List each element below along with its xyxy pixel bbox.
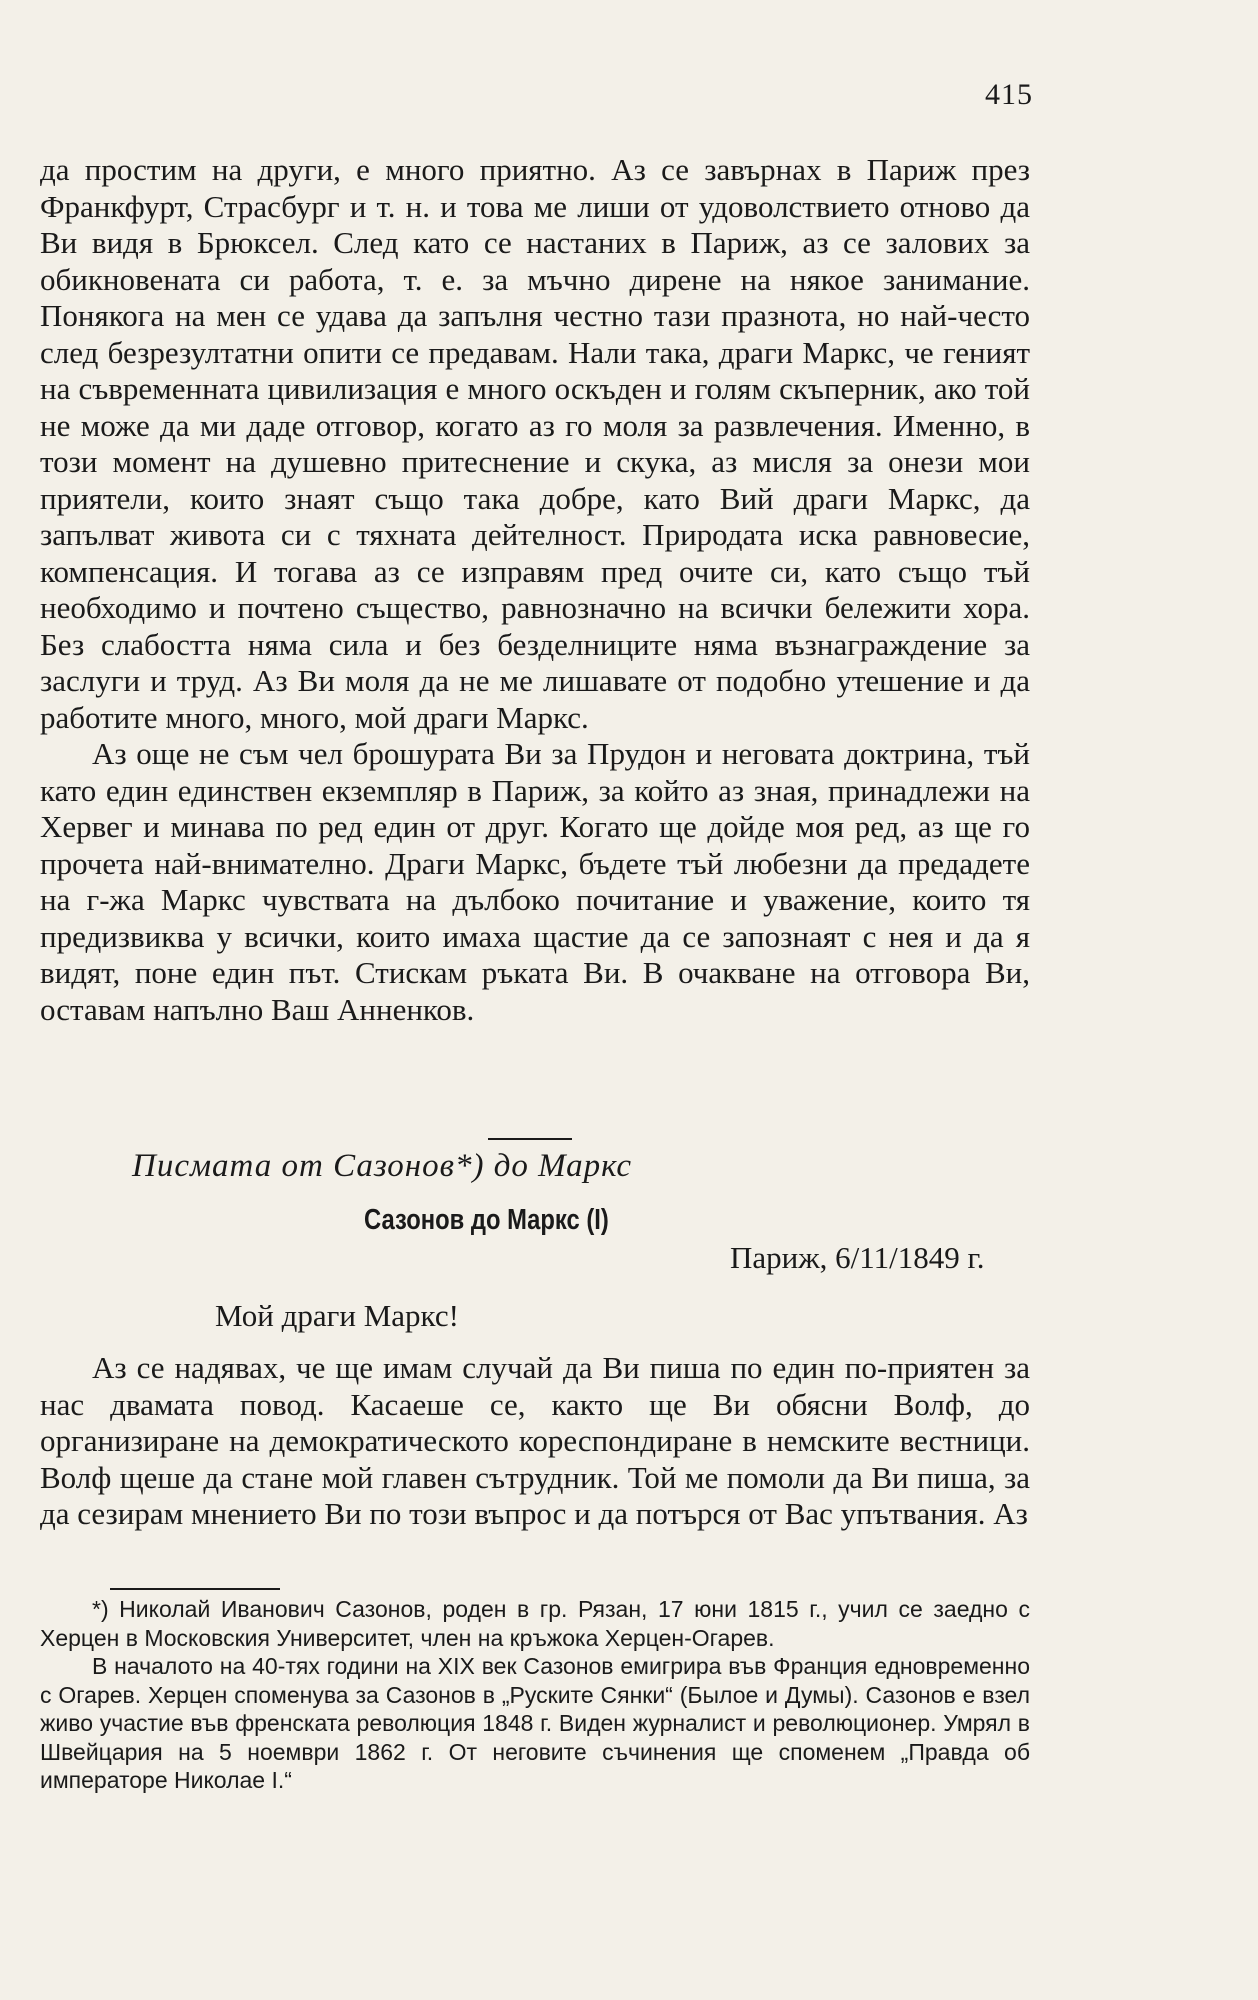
page-number: 415 [985,78,1033,111]
paragraph: да простим на други, е много приятно. Аз се завърнах в Париж през Франкфурт, Страсбург и т. н. и това ме лиши от удоволствието отново да Ви видя в Брюксел. След като се настаних в Париж, аз се залових за обикновената си работа, т. е. за мъчно дирене на някое занимание. Понякога на мен се удава да запълня честно тази празнота, но най-често след безрезултатни опити се предавам. Нали така, драги Маркс, че геният на съвременната цивилизация е много оскъден и голям скъперник, ако той не може да ми даде отговор, когато аз го моля за развлечения. Именно, в този момент на душевно притеснение и скука, аз мисля за онези мои приятели, които знаят също така добре, като Вий драги Маркс, да запълват живота си с тяхната дейтелност. Природата иска равновесие, компенсация. И тогава аз се изправям пред очите си, като също тъй необходимо и почтено същество, равнозначно на всички бележити хора. Без слабостта няма сила и без безделниците няма възнаграждение за заслуги и труд. Аз Ви моля да не ме лишавате от подобно утешение и да работите много, много, мой драги Маркс. [40,152,1030,735]
section-divider [488,1138,572,1140]
paragraph: Аз още не съм чел брошурата Ви за Прудон и неговата доктрина, тъй като един единствен екземпляр в Париж, за който аз зная, принадлежи на Хервег и минава по ред един от друг. Когато ще дойде моя ред, аз ще го прочета най-внимателно. Драги Маркс, бъдете тъй любезни да предадете на г-жа Маркс чувствата на дълбоко почитание и уважение, които тя предизвиква у всички, които имаха щастие да се запознаят с нея и да я видят, поне един път. Стискам ръката Ви. В очакване на отговора Ви, оставам напълно Ваш Анненков. [40,736,1030,1027]
letter-heading: Сазонов до Маркс (I) [364,1204,609,1236]
section-title: Писмата от Сазонов*) до Маркс [132,1148,633,1184]
letter-body [40,1350,1030,1533]
footnote: *) Николай Иванович Сазонов, роден в гр. Рязан, 17 юни 1815 г., учил се заедно с Херцен в Московския Университет, член на кръжока Херцен-Огарев. [40,1596,1030,1651]
paragraph: Аз се надявах, че ще имам случай да Ви пиша по един по-приятен за нас двамата повод. Касаеше се, както ще Ви обясни Волф, до организиране на демократическото кореспондиране в немските вестници. Волф щеше да стане мой главен сътрудник. Той ме помоли да Ви пиша, за да сезирам мнението Ви по този въпрос и да потърся от Вас упътвания. Аз [40,1350,1030,1531]
letter-salutation: Мой драги Маркс! [215,1298,459,1333]
footnote-rule [110,1588,280,1590]
footnotes [40,1595,1030,1795]
letter-continuation [40,152,1030,1028]
footnote: В началото на 40-тях години на XIX век Сазонов емигрира във Франция едновременно с Огарев. Херцен споменува за Сазонов в „Руските Сянки“ (Былое и Думы). Сазонов е взел живо участие във френската революция 1848 г. Виден журналист и революционер. Умрял в Швейцария на 5 ноември 1862 г. От неговите съчинения ще споменем „Правда об императоре Николае I.“ [40,1653,1030,1793]
letter-dateline: Париж, 6/11/1849 г. [730,1240,985,1275]
